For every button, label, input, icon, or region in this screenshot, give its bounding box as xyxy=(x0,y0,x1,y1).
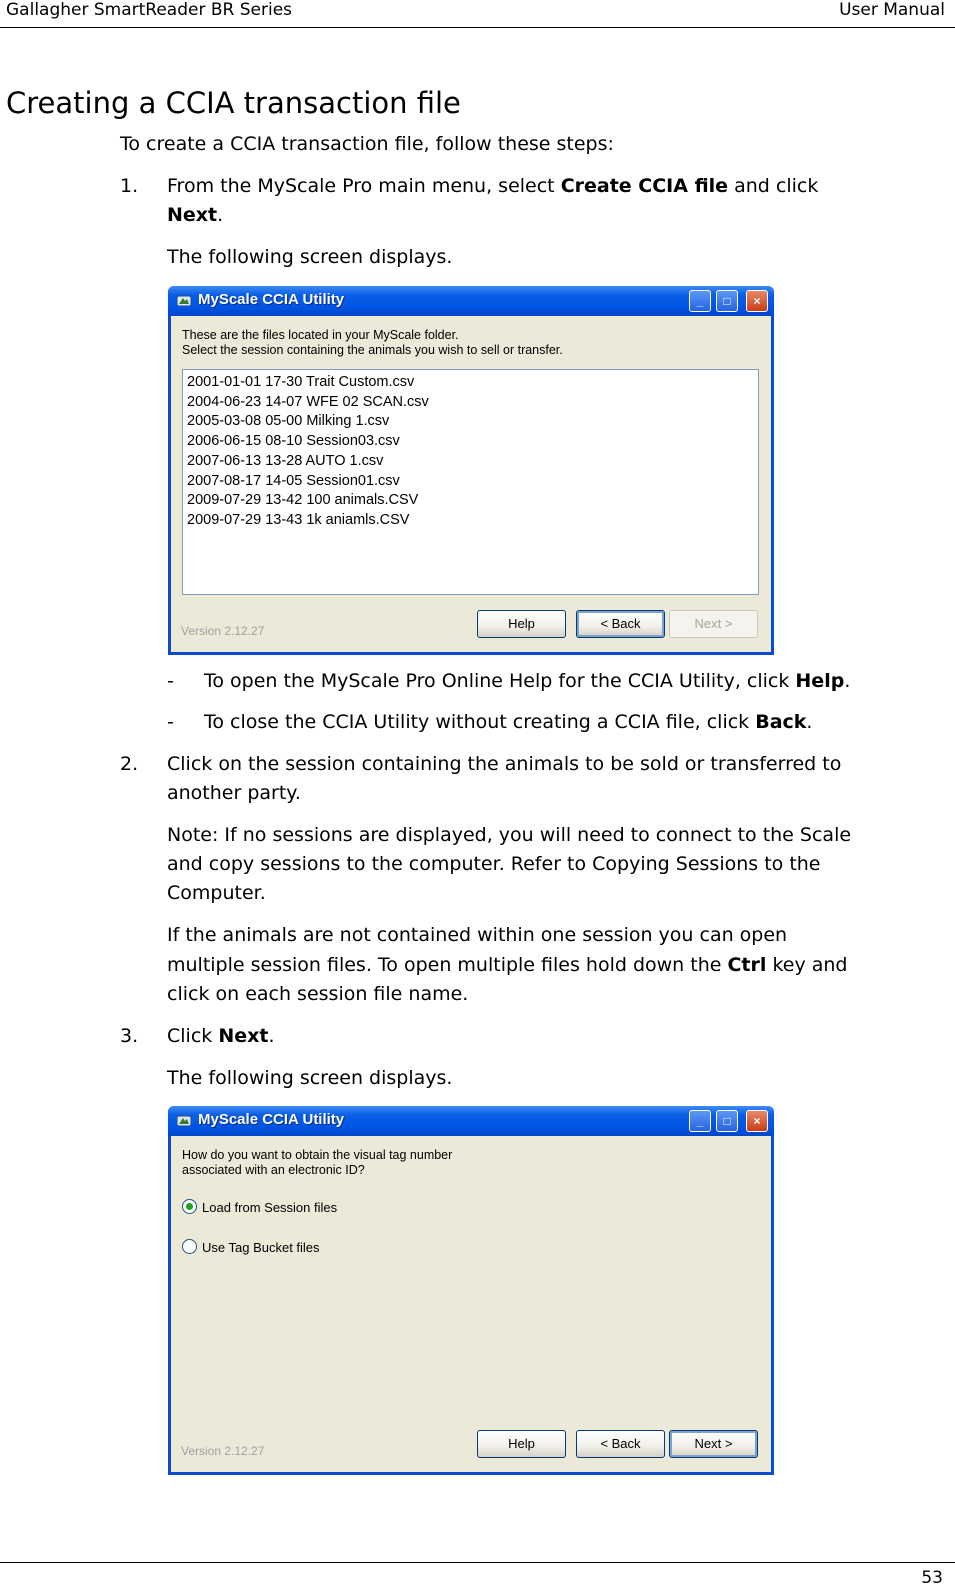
step-1-number: 1. xyxy=(120,175,139,197)
ccia-file-select-dialog xyxy=(168,286,774,655)
step-2-number: 2. xyxy=(120,753,139,775)
list-item[interactable]: 2009-07-29 13-42 100 animals.CSV xyxy=(187,492,419,509)
back-button[interactable]: < Back xyxy=(576,610,665,638)
following-text-1: The following screen displays. xyxy=(167,246,453,268)
step-1-line2: Next. xyxy=(167,204,224,226)
title-bar[interactable] xyxy=(168,286,774,316)
window-title: MyScale CCIA Utility xyxy=(198,1111,345,1128)
list-item[interactable]: 2007-08-17 14-05 Session01.csv xyxy=(187,472,400,489)
header-doc-type: User Manual xyxy=(839,0,945,20)
bullet-dash: - xyxy=(167,670,174,692)
back-button[interactable]: < Back xyxy=(576,1430,665,1458)
step-3-text: Click Next. xyxy=(167,1025,275,1047)
multi-line3: click on each session file name. xyxy=(167,983,469,1005)
radio-selected-icon[interactable] xyxy=(182,1199,197,1214)
window-title: MyScale CCIA Utility xyxy=(198,291,345,308)
ccia-tag-source-dialog xyxy=(168,1106,774,1475)
step-2-line2: another party. xyxy=(167,782,301,804)
help-button[interactable]: Help xyxy=(477,1430,566,1458)
page-title: Creating a CCIA transaction file xyxy=(6,86,461,120)
close-icon[interactable]: × xyxy=(746,290,768,312)
session-file-list[interactable] xyxy=(182,369,759,595)
help-button[interactable]: Help xyxy=(477,610,566,638)
radio-tag-bucket[interactable]: Use Tag Bucket files xyxy=(182,1239,320,1255)
page-header xyxy=(0,0,955,28)
bullet-back-text: To close the CCIA Utility without creating a CCIA file, click Back. xyxy=(204,711,813,733)
list-item[interactable]: 2009-07-29 13-43 1k aniamls.CSV xyxy=(187,511,410,528)
note-label: Note: xyxy=(167,824,219,846)
minimize-icon[interactable]: _ xyxy=(689,1110,711,1132)
bullet-help-text: To open the MyScale Pro Online Help for the CCIA Utility, click Help. xyxy=(204,670,851,692)
dialog-prompt: How do you want to obtain the visual tag number associated with an electronic ID? xyxy=(182,1148,453,1177)
header-product: Gallagher SmartReader BR Series xyxy=(6,0,293,20)
version-label: Version 2.12.27 xyxy=(181,1444,265,1458)
close-icon[interactable]: × xyxy=(746,1110,768,1132)
maximize-icon[interactable]: □ xyxy=(716,290,738,312)
dialog-prompt: These are the files located in your MyScale folder. Select the session containing the animals you wish to sell or transfer. xyxy=(182,328,563,357)
app-icon xyxy=(176,293,192,309)
note-line3: Computer. xyxy=(167,882,266,904)
minimize-icon[interactable]: _ xyxy=(689,290,711,312)
step-1-line1: From the MyScale Pro main menu, select Create CCIA file and click xyxy=(167,175,819,197)
next-button[interactable]: Next > xyxy=(669,610,758,638)
list-item[interactable]: 2006-06-15 08-10 Session03.csv xyxy=(187,433,400,450)
version-label: Version 2.12.27 xyxy=(181,624,265,638)
app-icon xyxy=(176,1113,192,1129)
intro-text: To create a CCIA transaction file, follow these steps: xyxy=(120,133,614,155)
note-line2: and copy sessions to the computer. Refer to Copying Sessions to the xyxy=(167,853,821,875)
page-number: 53 xyxy=(921,1568,943,1588)
footer-rule xyxy=(0,1562,955,1563)
list-item[interactable]: 2005-03-08 05-00 Milking 1.csv xyxy=(187,413,390,430)
radio-unselected-icon[interactable] xyxy=(182,1239,197,1254)
radio-load-session[interactable]: Load from Session files xyxy=(182,1199,337,1215)
following-text-2: The following screen displays. xyxy=(167,1067,453,1089)
step-3-number: 3. xyxy=(120,1025,139,1047)
title-bar[interactable] xyxy=(168,1106,774,1136)
multi-line1: If the animals are not contained within one session you can open xyxy=(167,924,788,946)
next-button[interactable]: Next > xyxy=(669,1430,758,1458)
list-item[interactable]: 2007-06-13 13-28 AUTO 1.csv xyxy=(187,452,384,469)
multi-line2: multiple session files. To open multiple files hold down the Ctrl key and xyxy=(167,954,848,976)
step-2-line1: Click on the session containing the animals to be sold or transferred to xyxy=(167,753,842,775)
list-item[interactable]: 2004-06-23 14-07 WFE 02 SCAN.csv xyxy=(187,393,429,410)
maximize-icon[interactable]: □ xyxy=(716,1110,738,1132)
bullet-dash: - xyxy=(167,711,174,733)
list-item[interactable]: 2001-01-01 17-30 Trait Custom.csv xyxy=(187,374,415,390)
note-line1: Note: If no sessions are displayed, you will need to connect to the Scale xyxy=(167,824,852,846)
